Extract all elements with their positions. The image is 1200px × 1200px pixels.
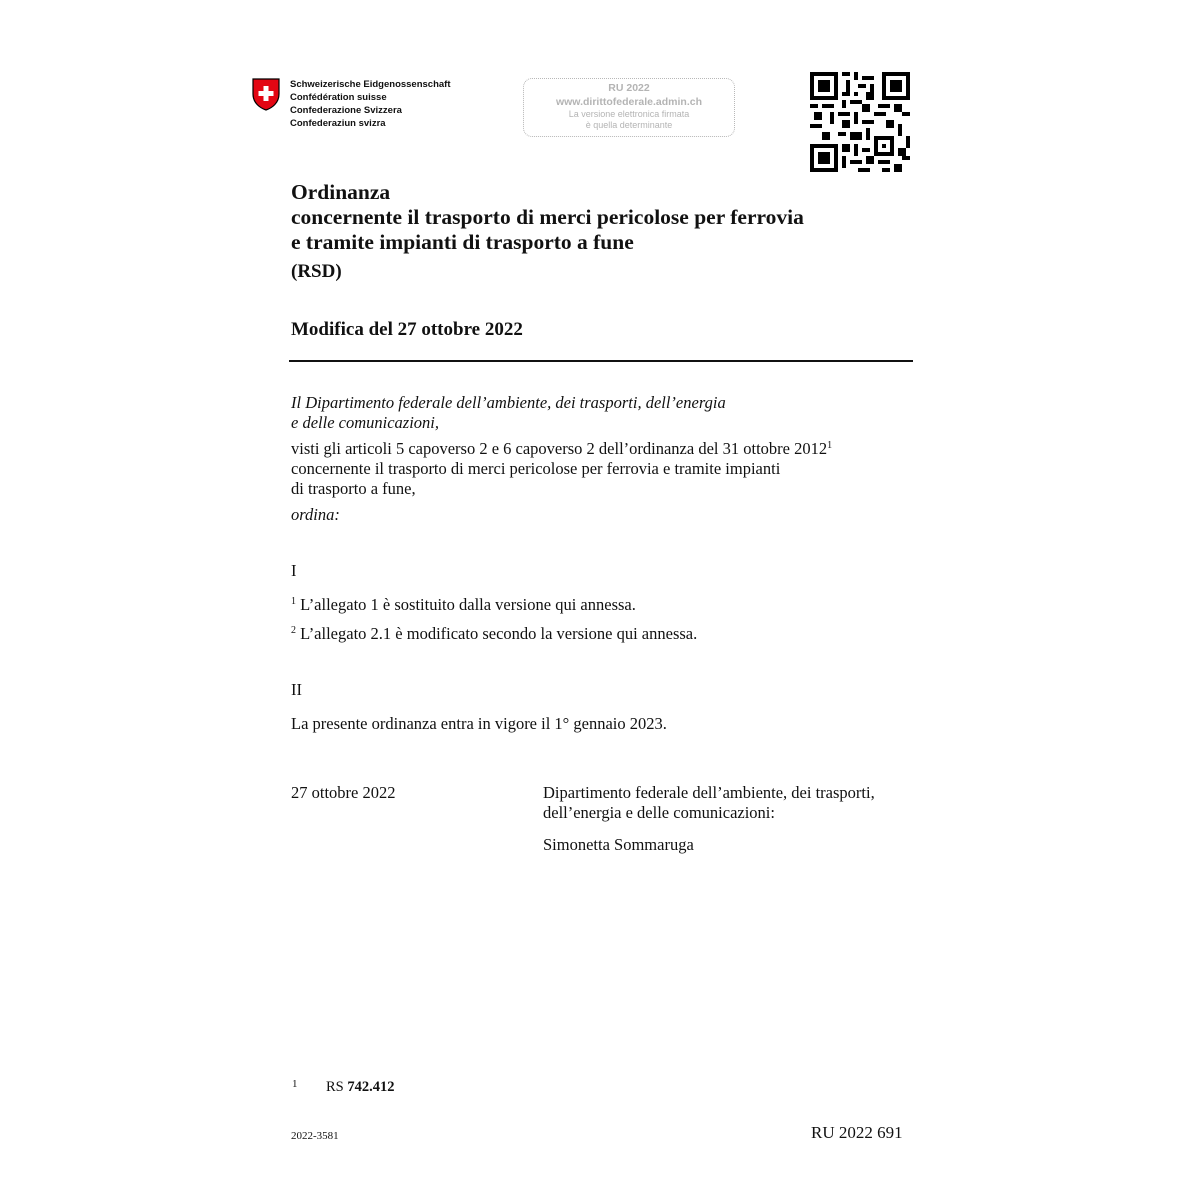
paragraph-number: 1 [291,596,296,607]
legal-basis-line-1 [291,439,832,459]
footnote-prefix: RS [326,1079,344,1095]
document-number: 2022-3581 [291,1130,339,1142]
authority-line-2: e delle comunicazioni, [291,413,440,432]
stamp-note-line2: è quella determinante [585,120,673,130]
legal-basis-text: visti gli articoli 5 capoverso 2 e 6 capoverso 2 dell’ordinanza del 31 ottobre 2012 [291,439,828,458]
title-line: e tramite impianti di trasporto a fune [291,230,634,254]
ordinance-abbreviation: (RSD) [291,261,342,282]
paragraph-text: L’allegato 1 è sostituito dalla versione qui annessa. [300,595,636,614]
ordinance-title [291,180,804,255]
confederation-line-rm: Confederaziun svizra [290,118,386,129]
title-line: Ordinanza [291,180,391,204]
signature-date: 27 ottobre 2022 [291,783,396,802]
footnote-reference: 1 [827,440,833,451]
department-line-1: Dipartimento federale dell’ambiente, dei trasporti, [543,783,875,802]
swiss-coat-of-arms-icon [252,78,280,111]
official-collection-reference: RU 2022 691 [811,1123,903,1142]
entry-into-force: La presente ordinanza entra in vigore il 1° gennaio 2023. [291,714,667,733]
signatory-name: Simonetta Sommaruga [543,835,694,854]
electronic-version-stamp [523,78,735,137]
stamp-note-line1: La versione elettronica firmata [568,109,690,119]
stamp-website: www.dirittofederale.admin.ch [555,96,703,108]
confederation-line-fr: Confédération suisse [290,92,387,103]
paragraph-text: L’allegato 2.1 è modificato secondo la versione qui annessa. [300,624,698,643]
authority-line-1: Il Dipartimento federale dell’ambiente, dei trasporti, dell’energia [291,393,726,412]
stamp-collection-ref: RU 2022 [608,82,650,94]
paragraph-number: 2 [291,625,296,636]
confederation-line-de: Schweizerische Eidgenossenschaft [290,79,451,90]
qr-code-icon [810,72,910,172]
confederation-name [290,78,451,130]
title-divider [289,360,913,362]
department-line-2: dell’energia e delle comunicazioni: [543,803,775,822]
paragraph-2 [291,624,697,644]
footnote-number: 1 [292,1078,298,1090]
section-heading-2: II [291,680,302,699]
paragraph-1 [291,595,636,615]
footnote-reference-number: 742.412 [347,1079,395,1095]
footnote-text [326,1079,395,1096]
confederation-line-it: Confederazione Svizzera [290,105,402,116]
ordains-line: ordina: [291,505,340,524]
amendment-date: Modifica del 27 ottobre 2022 [291,319,523,340]
legal-basis-line-2: concernente il trasporto di merci pericolose per ferrovia e tramite impianti [291,459,781,478]
section-heading-1: I [291,561,297,580]
title-line: concernente il trasporto di merci pericolose per ferrovia [291,205,804,229]
legal-basis-line-3: di trasporto a fune, [291,479,416,498]
